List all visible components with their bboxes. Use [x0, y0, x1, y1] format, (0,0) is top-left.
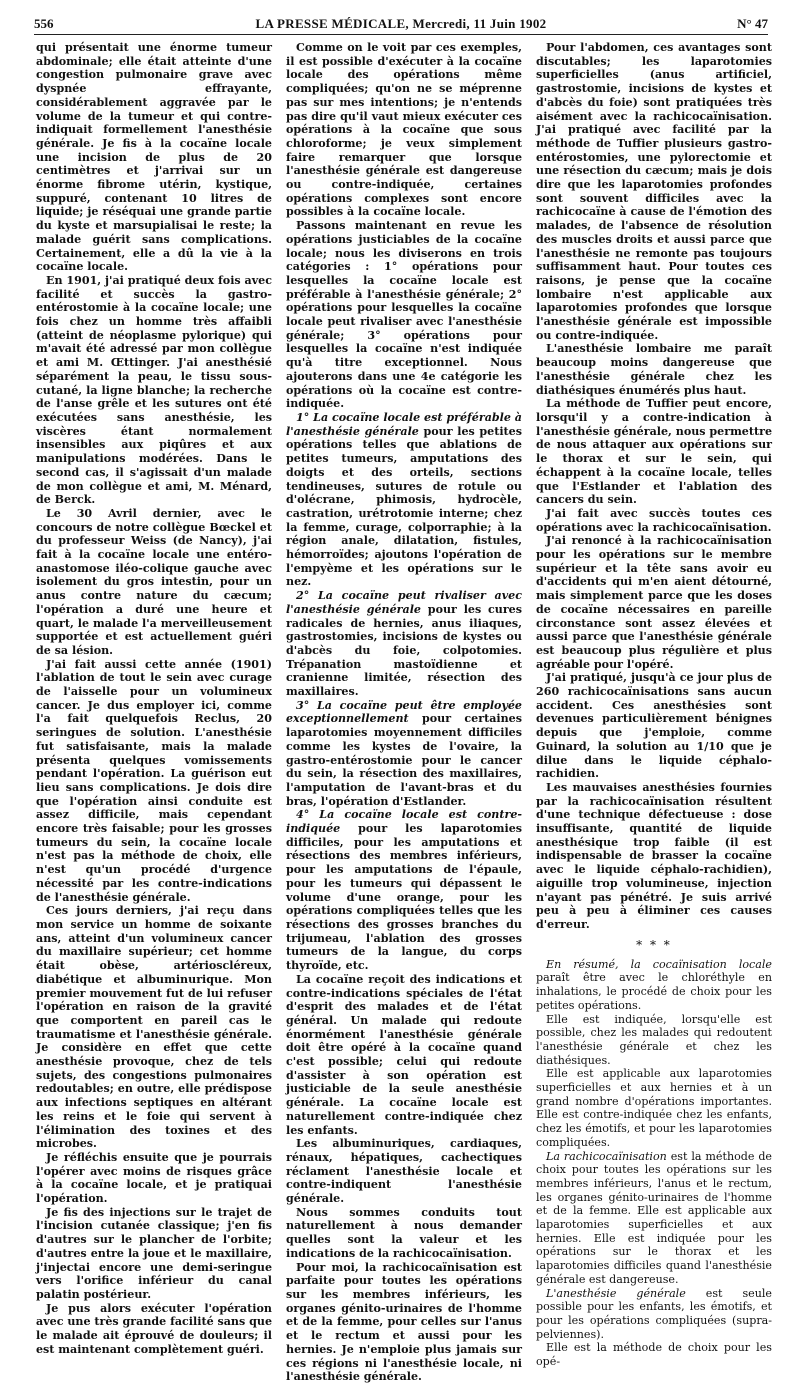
paragraph-text: La méthode de Tuffier peut encore, lorsqu'il y a contre-indication à l'anesthésie générale, nous permettre de nous attaquer aux opérations sur le thorax et sur le sein, qui échappent à la cocaïne locale, telles que l'Estlander et l'ablation des cancers du sein. [536, 397, 773, 507]
page-number: 556 [34, 16, 54, 31]
paragraph-text: pour les laparotomies difficiles, pour les amputations et résections des membres inférieurs, pour les amputations de l'épaule, pour les tumeurs qui dépassent le volume d'une orange, pour les opérations compliquées telles que les résections des grosses branches du trijumeau, l'ablation des grosses tumeurs de la langue, du corps thyroïde, etc. [286, 822, 522, 973]
paragraph [36, 1302, 272, 1357]
paragraph-text: Le 30 Avril dernier, avec le concours de notre collègue Bœckel et du professeur Weiss (de Nancy), j'ai fait à la cocaïne locale une entéro-anastomose iléo-colique gauche avec isolement du gros intestin, pour un anus contre nature du cæcum; l'opération a duré une heure et quart, le malade l'a merveilleusement supportée et est actuellement guéri de sa lésion. [36, 506, 272, 657]
paragraph [536, 507, 772, 534]
paragraph [536, 534, 772, 671]
journal-title: LA PRESSE MÉDICALE, Mercredi, 11 Juin 1902 [255, 16, 547, 31]
paragraph-text: est seule possible pour les enfants, les émotifs, et pour les opérations compliquées (supra-pelviennes). [536, 1286, 772, 1341]
paragraph-text: Elle est applicable aux laparotomies superficielles et aux hernies et à un grand nombre d'opérations importantes. Elle est contre-indiquée chez les enfants, chez les émotifs, et pour les laparotomies compliquées. [536, 1067, 772, 1149]
left-column [36, 41, 272, 1356]
paragraph [286, 699, 522, 809]
paragraph-lead: En résumé, la cocaïnisation locale [546, 957, 772, 971]
paragraph-text: Comme on le voit par ces exemples, il est possible d'exécuter à la cocaïne locale des opérations même compliquées; qu'on ne se méprenne pas sur mes intentions; je n'entends pas dire qu'il vaut mieux exécuter ces opérations à la cocaïne que sous chloroforme; je veux simplement faire remarquer que lorsque l'anesthésie générale est dangereuse ou contre-indiquée, certaines opérations complexes sont encore possibles à la cocaïne locale. [286, 41, 522, 219]
paragraph [286, 1206, 522, 1261]
paragraph [536, 958, 772, 1013]
paragraph-text: J'ai renoncé à la rachicocaïnisation pour les opérations sur le membre supérieur et la tête sans avoir eu d'accidents qui m'en aient détourné, mais simplement parce que les doses de cocaïne nécessaires en pareille circonstance sont assez élevées et aussi parce que l'anesthésie générale est beaucoup plus régulière et plus agréable pour l'opéré. [536, 534, 772, 671]
paragraph-text: La cocaïne reçoit des indications et contre-indications spéciales de l'état d'esprit des malades et de l'état général. Un malade qui redoute énormément l'anesthésie générale doit être opéré à la cocaïne quand c'est possible; celui qui redoute d'assister à son opération est justiciable de la seule anesthésie générale. La cocaïne locale est naturellement contre-indiquée chez les enfants. [286, 972, 522, 1137]
paragraph-text: pour certaines laparotomies moyennement difficiles comme les kystes de l'ovaire, la gastro-entérostomie pour le cancer du sein, la résection des maxillaires, l'amputation de l'avant-bras et du bras, l'opération d'Estlander. [286, 712, 522, 808]
right-column [536, 41, 773, 1369]
paragraph-text: est la méthode de choix pour toutes les opérations sur les membres inférieurs, l'anus et le rectum, les organes génito-urinaires de l'homme et de la femme. Elle est applicable aux laparotomies superficielles et aux hernies. Elle est indiquée pour les opérations sur le thorax et les laparotomies difficiles quand l'anesthésie générale est dangereuse. [536, 1149, 772, 1286]
middle-column [286, 41, 522, 1384]
page-header [34, 14, 768, 35]
paragraph [536, 671, 772, 781]
issue-number: N° 47 [737, 16, 768, 31]
paragraph-text: Je fis des injections sur le trajet de l'incision cutanée classique; j'en fis d'autres sur le plancher de l'orbite; d'autres entre la joue et le maxillaire, j'injectai encore une demi-seringue vers l'orifice inférieur du canal palatin postérieur. [36, 1205, 272, 1301]
paragraph-text: L'anesthésie lombaire me paraît beaucoup moins dangereuse que l'anesthésie générale chez les diathésiques énumérés plus haut. [536, 342, 772, 397]
paragraph-text: Ces jours derniers, j'ai reçu dans mon service un homme de soixante ans, atteint d'un volumineux cancer du maxillaire supérieur; cet homme était obèse, artérioscléreux, diabétique et albuminurique. Mon premier mouvement fut de lui refuser l'opération en raison de la gravité que comportent en pareil cas le traumatisme et l'anesthésie générale. Je considère en effet que cette anesthésie provoque, chez de tels sujets, des congestions pulmonaires redoutables; en outre, elle prédispose aux infections septiques en altérant les reins et le foie qui servent à l'élimination des toxines et des microbes. [36, 904, 272, 1151]
paragraph [286, 589, 522, 699]
paragraph [536, 1287, 772, 1342]
paragraph [36, 904, 272, 1151]
paragraph-text: J'ai fait avec succès toutes ces opérations avec la rachicocaïnisation. [536, 506, 772, 534]
paragraph [536, 1067, 772, 1149]
paragraph [286, 973, 522, 1137]
paragraph [286, 41, 522, 219]
paragraph [36, 1151, 272, 1206]
paragraph-text: qui présentait une énorme tumeur abdominale; elle était atteinte d'une congestion pulmonaire grave avec dyspnée effrayante, considérablement aggravée par le volume de la tumeur et qui contre-indiquait formellement l'anesthésie générale. Je fis à la cocaïne locale une incision de plus de 20 centimètres et j'arrivai sur un énorme fibrome utérin, kystique, suppuré, contenant 10 litres de liquide; je réséquai une grande partie du kyste et marsupialisai le reste; la malade guérit sans complications. Certainement, elle a dû la vie à la cocaïne locale. [36, 41, 272, 274]
paragraph-text: Les albuminuriques, cardiaques, rénaux, hépatiques, cachectiques réclament l'anesthésie locale et contre-indiquent l'anesthésie générale. [286, 1137, 522, 1206]
paragraph [536, 342, 772, 397]
paragraph [36, 41, 272, 274]
paragraph-lead: La rachicocaïnisation [546, 1149, 667, 1163]
paragraph-text: Elle est la méthode de choix pour les opé- [536, 1341, 772, 1369]
paragraph [286, 808, 522, 972]
paragraph-text: Pour l'abdomen, ces avantages sont discutables; les laparotomies superficielles (anus artificiel, gastrostomie, incisions de kystes et d'abcès du foie) sont pratiquées très aisément avec la rachicocaïnisation. J'ai pratiqué avec facilité par la méthode de Tuffier plusieurs gastro-entérostomies, une pylorectomie et une résection du cæcum; mais je dois dire que les laparotomies profondes sont souvent difficiles avec la rachicocaïne à cause de l'émotion des malades, de l'absence de résolution des muscles droits et aussi parce que l'anesthésie ne remonte pas toujours suffisamment haut. Pour toutes ces raisons, je pense que la cocaïne lombaire n'est applicable aux laparotomies profondes que lorsque l'anesthésie générale est impossible ou contre-indiquée. [536, 41, 772, 342]
paragraph [536, 781, 772, 932]
paragraph [286, 1261, 522, 1384]
paragraph [536, 41, 772, 342]
paragraph [536, 1013, 772, 1068]
paragraph-lead: 4° La cocaïne locale est contre-indiquée [286, 808, 522, 836]
paragraph-lead: 3° La cocaïne peut être employée exceptionnellement [286, 698, 522, 726]
paragraph-text: Elle est indiquée, lorsqu'elle est possible, chez les malades qui redoutent l'anesthésie générale et chez les diathésiques. [536, 1012, 772, 1067]
paragraph [36, 274, 272, 507]
paragraph-text: pour les cures radicales de hernies, anus iliaques, gastrostomies, incisions de kystes ou d'abcès du foie, colpotomies. Trépanation mastoïdienne et cranienne limitée, résection des maxillaires. [286, 602, 522, 699]
paragraph-text: J'ai pratiqué, jusqu'à ce jour plus de 260 rachicocaïnisations sans aucun accident. Ces anesthésies sont devenues particulièrement bénignes depuis que j'emploie, comme Guinard, la solution au 1/10 que je dilue dans le liquide céphalo-rachidien. [536, 671, 772, 781]
section-separator: * * * [636, 937, 672, 952]
paragraph [536, 1341, 772, 1368]
paragraph-text: Passons maintenant en revue les opérations justiciables de la cocaïne locale; nous les diviserons en trois catégories : 1° opérations pour lesquelles la cocaïne locale est préférable à l'anesthésie générale; 2° opérations pour lesquelles la cocaïne locale peut rivaliser avec l'anesthésie générale; 3° opérations pour lesquelles la cocaïne n'est indiquée qu'à titre exceptionnel. Nous ajouterons dans une 4e catégorie les opérations où la cocaïne est contre-indiquée. [286, 219, 522, 411]
paragraph-lead: 2° La cocaïne peut rivaliser avec l'anesthésie générale [286, 589, 522, 616]
paragraph-lead: L'anesthésie générale [546, 1286, 686, 1300]
paragraph [36, 1206, 272, 1302]
paragraph [536, 397, 772, 507]
paragraph-text: En 1901, j'ai pratiqué deux fois avec facilité et succès la gastro-entérostomie à la cocaïne locale; une fois chez un homme très affaibli (atteint de néoplasme pylorique) qui m'avait été adressé par mon collègue et ami M. Œttinger. J'ai anesthésié séparément la peau, le tissu sous-cutané, la ligne blanche; la recherche de l'anse grêle et les sutures ont été exécutées sans anesthésie, les viscères étant normalement insensibles aux piqûres et aux manipulations modérées. Dans le second cas, il s'agissait d'un malade de mon collègue et ami, M. Ménard, de Berck. [36, 273, 272, 507]
paragraph-text: pour les petites opérations telles que ablations de petites tumeurs, amputations des doigts et des orteils, sections tendineuses, sutures de rotule ou d'olécrane, phimosis, hydrocèle, castration, urétrotomie interne; chez la femme, curage, colporraphie; à la région anale, dilatation, fistules, hémorroïdes; ajoutons l'opération de l'empyème et les opérations sur le nez. [286, 424, 522, 589]
paragraph-text: Je pus alors exécuter l'opération avec une très grande facilité sans que le malade ait éprouvé de douleurs; il est maintenant complètement guéri. [36, 1301, 272, 1356]
paragraph [36, 507, 272, 658]
paragraph [536, 1150, 772, 1287]
paragraph-lead: 1° La cocaïne locale est préférable à l'anesthésie générale [286, 410, 522, 438]
paragraph-text: J'ai fait aussi cette année (1901) l'ablation de tout le sein avec curage de l'aisselle pour un volumineux cancer. Je dus employer ici, comme l'a fait quelquefois Reclus, 20 seringues de solution. L'anesthésie fut satisfaisante, mais la malade présenta quelques vomissements pendant l'opération. La guérison eut lieu sans complications. Je dois dire que l'opération ainsi conduite est assez difficile, mais cependant encore très faisable; pour les grosses tumeurs du sein, la cocaïne locale n'est pas la méthode de choix, elle n'est qu'un procédé d'urgence nécessité par les contre-indications de l'anesthésie générale. [36, 657, 272, 904]
paragraph-text: Les mauvaises anesthésies fournies par la rachicocaïnisation résultent d'une technique défectueuse : dose insuffisante, quantité de liquide anesthésique trop faible (il est indispensable de brasser la cocaïne avec le liquide céphalo-rachidien), aiguille trop volumineuse, injection n'ayant pas pénétré. Je suis arrivé peu à peu à éliminer ces causes d'erreur. [536, 780, 772, 931]
paragraph [286, 1137, 522, 1206]
paragraph [286, 219, 522, 411]
paragraph-text: Pour moi, la rachicocaïnisation est parfaite pour toutes les opérations sur les membres inférieurs, les organes génito-urinaires de l'homme et de la femme, pour celles sur l'anus et le rectum et aussi pour les hernies. Je n'emploie plus jamais sur ces régions ni l'anesthésie locale, ni l'anesthésie générale. [286, 1260, 522, 1384]
paragraph-text: Je réfléchis ensuite que je pourrais l'opérer avec moins de risques grâce à la cocaïne locale, et je pratiquai l'opération. [36, 1150, 272, 1206]
paragraph [36, 658, 272, 905]
paragraph-text: paraît être avec le chloréthyle en inhalations, le procédé de choix pour les petites opérations. [536, 971, 772, 1012]
paragraph [286, 411, 522, 589]
paragraph-text: Nous sommes conduits tout naturellement à nous demander quelles sont la valeur et les indications de la rachicocaïnisation. [286, 1205, 522, 1260]
